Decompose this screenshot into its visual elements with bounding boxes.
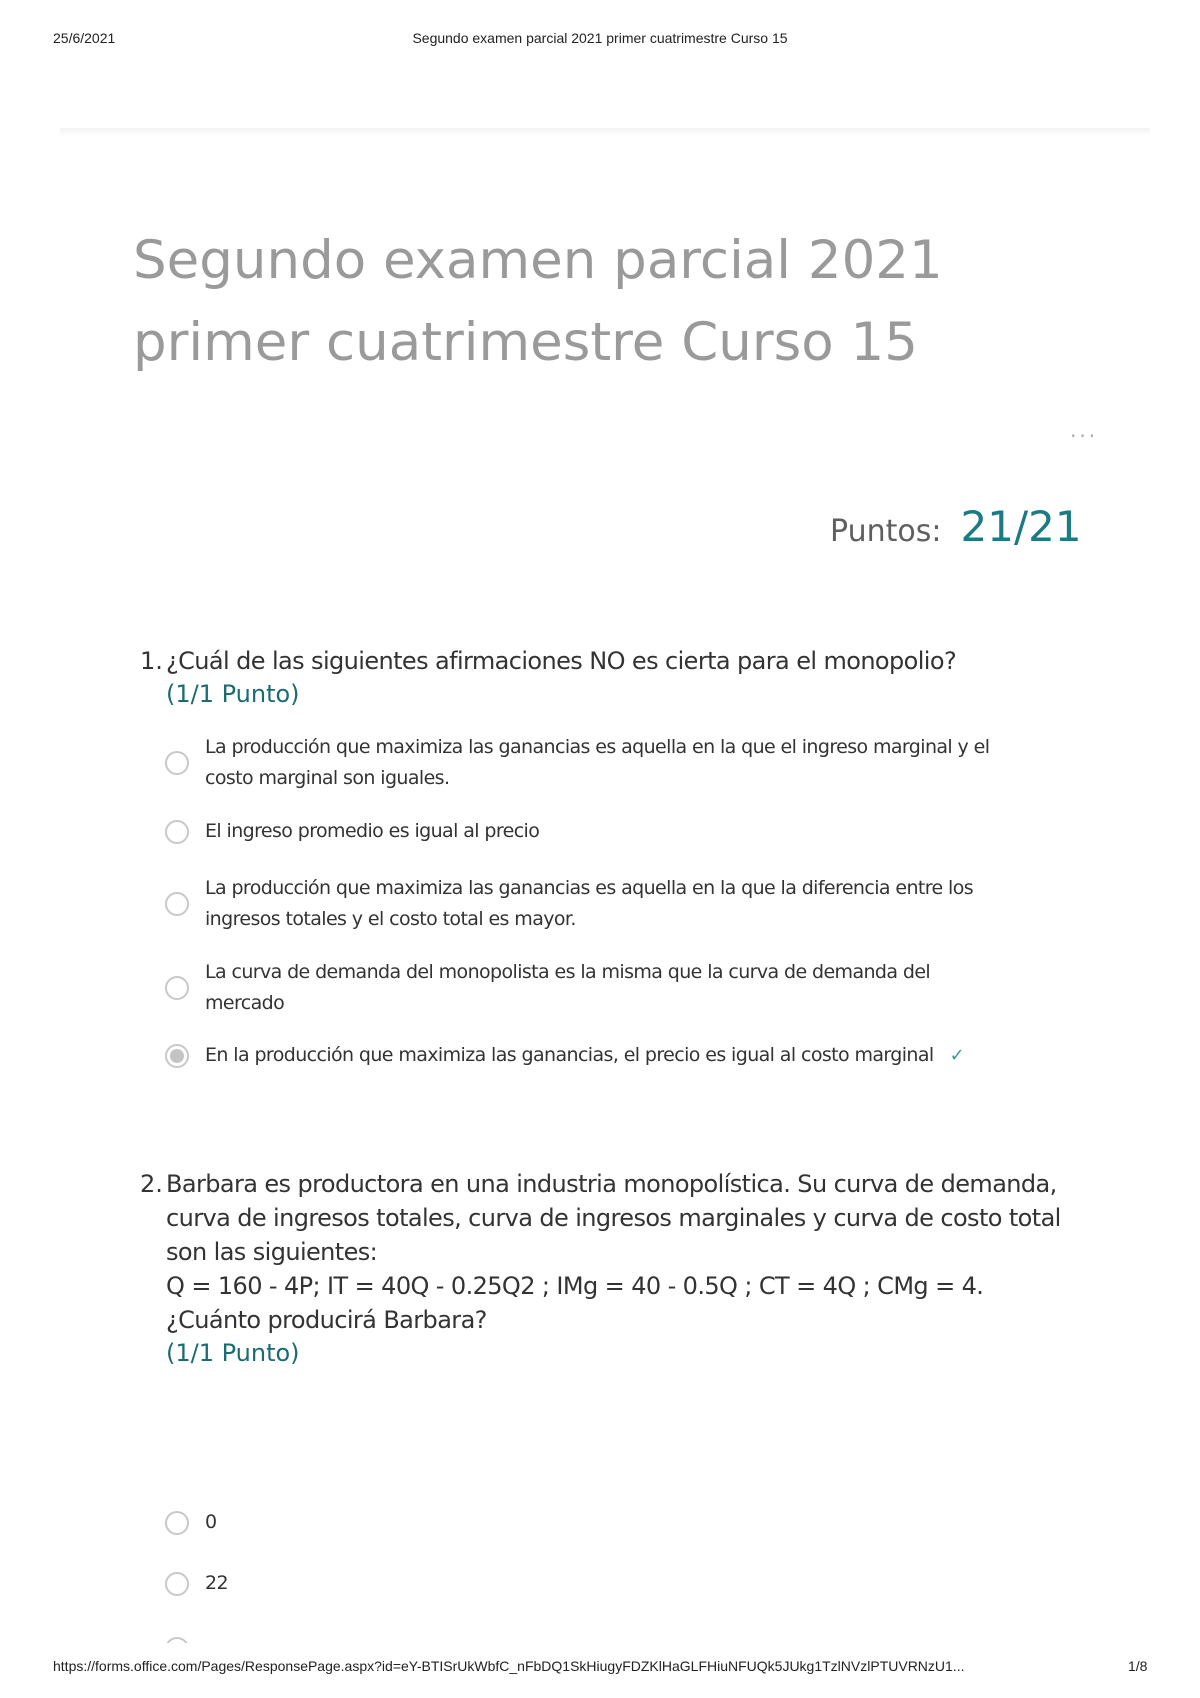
option-label bbox=[205, 873, 973, 935]
option-label bbox=[205, 1507, 217, 1538]
option-label-line: El ingreso promedio es igual al precio bbox=[205, 820, 540, 842]
question-points: (1/1 Punto) bbox=[166, 1339, 300, 1367]
form-title bbox=[133, 220, 1033, 384]
question-text-line: Barbara es productora en una industria monopolística. Su curva de demanda, bbox=[166, 1170, 1057, 1198]
question-text-line: ¿Cuál de las siguientes afirmaciones NO es cierta para el monopolio? bbox=[166, 647, 957, 675]
print-doc-title: Segundo examen parcial 2021 primer cuatrimestre Curso 15 bbox=[412, 30, 788, 46]
option-label bbox=[205, 957, 930, 1019]
print-date: 25/6/2021 bbox=[53, 30, 116, 46]
radio-button[interactable] bbox=[165, 892, 189, 916]
option-label-line: mercado bbox=[205, 992, 285, 1014]
question-text-line: curva de ingresos totales, curva de ingresos marginales y curva de costo total bbox=[166, 1204, 1061, 1232]
question-points: (1/1 Punto) bbox=[166, 680, 300, 708]
option-label bbox=[205, 732, 989, 794]
radio-button[interactable] bbox=[165, 820, 189, 844]
form-title-line-2: primer cuatrimestre Curso 15 bbox=[133, 312, 918, 373]
option-label-line: La curva de demanda del monopolista es la misma que la curva de demanda del bbox=[205, 961, 931, 983]
radio-button[interactable] bbox=[165, 1572, 189, 1596]
option-label bbox=[205, 1040, 934, 1071]
option-label-line: ingresos totales y el costo total es mayor. bbox=[205, 908, 576, 930]
print-url: https://forms.office.com/Pages/ResponsePage.aspx?id=eY-BTISrUkWbfC_nFbDQ1SkHiugyFDZKlHaGLFHiuNFUQk5JUkg1TzlNVzlPTUVRNzU1... bbox=[53, 1658, 965, 1674]
option-label-line: costo marginal son iguales. bbox=[205, 767, 450, 789]
question-2-option-1[interactable] bbox=[165, 1507, 1045, 1538]
score-label: Puntos: bbox=[830, 514, 942, 549]
score-value: 21/21 bbox=[960, 502, 1082, 551]
question-1-option-5[interactable] bbox=[165, 1040, 1045, 1071]
correct-check-icon: ✓ bbox=[949, 1045, 965, 1066]
more-options-button[interactable]: ... bbox=[1070, 418, 1099, 442]
option-label bbox=[205, 816, 539, 847]
question-text bbox=[166, 1167, 1060, 1337]
radio-button[interactable] bbox=[165, 976, 189, 1000]
question-2-option-2[interactable] bbox=[165, 1568, 1045, 1599]
option-label-line: 0 bbox=[205, 1511, 217, 1533]
option-label-line: En la producción que maximiza las ganancias, el precio es igual al costo marginal bbox=[205, 1044, 934, 1066]
option-label-line: La producción que maximiza las ganancias es aquella en la que el ingreso marginal y el bbox=[205, 736, 990, 758]
radio-button[interactable] bbox=[165, 751, 189, 775]
question-number: 2. bbox=[140, 1170, 163, 1198]
radio-button-selected[interactable] bbox=[165, 1044, 189, 1068]
question-number: 1. bbox=[140, 647, 163, 675]
option-label bbox=[205, 1568, 228, 1599]
question-1-option-2[interactable] bbox=[165, 816, 1045, 847]
question-2 bbox=[140, 1167, 1060, 1369]
question-1 bbox=[140, 644, 1060, 710]
option-label-line: 22 bbox=[205, 1572, 228, 1594]
radio-button[interactable] bbox=[165, 1511, 189, 1535]
print-page-number: 1/8 bbox=[1128, 1658, 1148, 1674]
top-divider bbox=[60, 128, 1150, 136]
option-label-line: La producción que maximiza las ganancias es aquella en la que la diferencia entre los bbox=[205, 877, 974, 899]
question-text-line: son las siguientes: bbox=[166, 1238, 378, 1266]
question-1-option-4[interactable] bbox=[165, 957, 1045, 1019]
question-1-option-3[interactable] bbox=[165, 873, 1045, 935]
question-text-line: Q = 160 - 4P; IT = 40Q - 0.25Q2 ; IMg = 40 - 0.5Q ; CT = 4Q ; CMg = 4. bbox=[166, 1272, 984, 1300]
question-text bbox=[166, 644, 1060, 678]
form-title-line-1: Segundo examen parcial 2021 bbox=[133, 230, 943, 291]
score-display bbox=[830, 502, 1082, 551]
question-text-line: ¿Cuánto producirá Barbara? bbox=[166, 1306, 487, 1334]
question-1-option-1[interactable] bbox=[165, 732, 1045, 794]
